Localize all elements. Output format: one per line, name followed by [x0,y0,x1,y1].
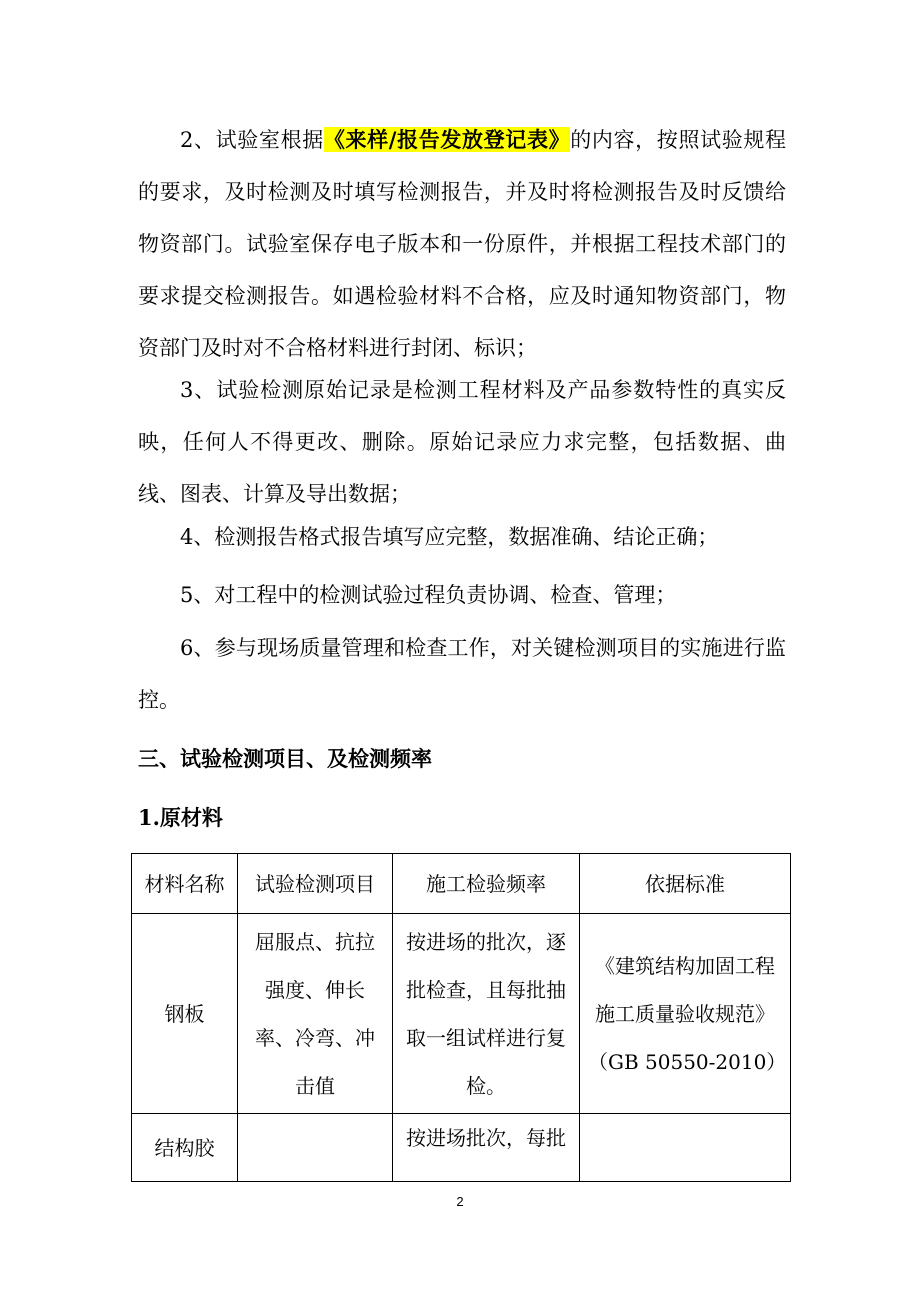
subsection-heading: 1.原材料 [138,805,223,830]
paragraph-5: 5、对工程中的检测试验过程负责协调、检查、管理； [180,583,677,607]
table-cell: 《建筑结构加固工程施工质量验收规范》（GB 50550-2010） [580,914,791,1114]
table-cell: 按进场的批次，逐批检查，且每批抽取一组试样进行复检。 [393,914,580,1114]
table-cell: 屈服点、抗拉强度、伸长率、冷弯、冲击值 [238,914,393,1114]
materials-table [131,853,791,1182]
table-header-cell: 试验检测项目 [238,854,393,914]
table-row [132,914,791,1114]
table-header-cell: 材料名称 [132,854,238,914]
table-cell [580,1114,791,1182]
page-number: 2 [456,1194,464,1209]
paragraph-6: 6、参与现场质量管理和检查工作，对关键检测项目的实施进行监控。 [138,636,786,712]
paragraph-2-lead: 2、试验室根据 [180,128,324,152]
table-cell [238,1114,393,1182]
table-cell: 钢板 [132,914,238,1114]
table-header-cell: 依据标准 [580,854,791,914]
section-heading: 三、试验检测项目、及检测频率 [138,746,432,771]
paragraph-2-body: 的内容，按照试验规程的要求，及时检测及时填写检测报告，并及时将检测报告及时反馈给物资部门。试验室保存电子版本和一份原件，并根据工程技术部门的要求提交检测报告。如遇检验材料不合格，应及时通知物资部门，物资部门及时对不合格材料进行封闭、标识； [138,128,787,360]
table-header-cell: 施工检验频率 [393,854,580,914]
paragraph-2 [138,114,786,374]
table-row [132,1114,791,1182]
paragraph-4: 4、检测报告格式报告填写应完整，数据准确、结论正确； [180,525,719,549]
table-cell: 按进场批次，每批 [393,1114,580,1182]
paragraph-3: 3、试验检测原始记录是检测工程材料及产品参数特性的真实反映，任何人不得更改、删除。原始记录应力求完整，包括数据、曲线、图表、计算及导出数据； [138,378,786,506]
table-header-row [132,854,791,914]
table-cell: 结构胶 [132,1114,238,1182]
highlighted-form-title: 《来样/报告发放登记表》 [323,127,571,152]
